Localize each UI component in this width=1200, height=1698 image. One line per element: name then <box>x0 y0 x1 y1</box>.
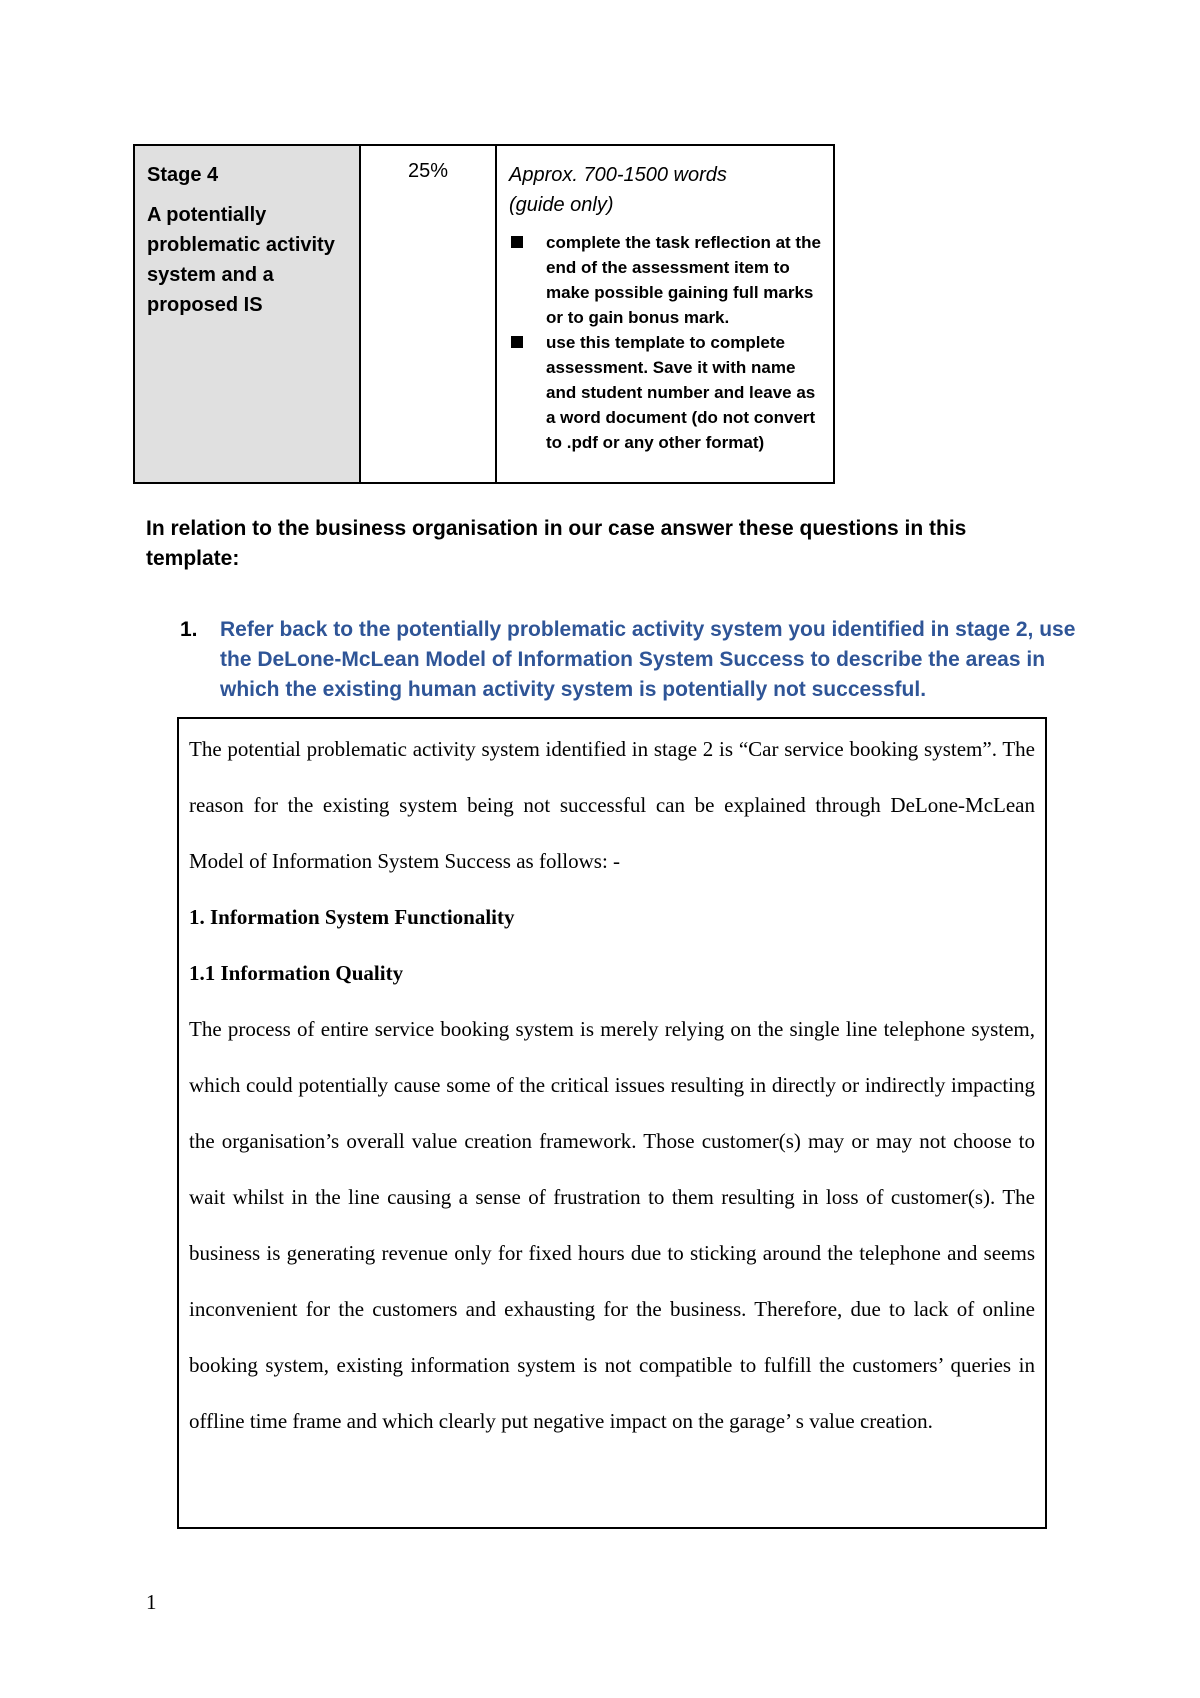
question-number: 1. <box>180 618 198 641</box>
list-item <box>509 330 821 455</box>
guidance-cell <box>496 145 834 483</box>
guidance-list <box>509 230 821 455</box>
answer-heading-functionality: 1. Information System Functionality <box>189 905 515 929</box>
question-text: Refer back to the potentially problematic activity system you identified in stage 2, use the DeLone-McLean Model of Information System Success to describe the areas in which the existing human activity system is potentially not successful. <box>220 618 1076 701</box>
assessment-row <box>134 145 834 483</box>
page-number: 1 <box>146 1590 157 1614</box>
stage-cell <box>134 145 360 483</box>
answer-heading-information-quality: 1.1 Information Quality <box>189 961 404 985</box>
stage-label: Stage 4 <box>147 164 219 186</box>
word-count: Approx. 700-1500 words <box>509 164 727 186</box>
list-item-text: complete the task reflection at the end of the assessment item to make possible gaining full marks or to gain bonus mark. <box>546 233 821 327</box>
word-count-note: (guide only) <box>509 194 614 216</box>
square-bullet-icon <box>511 236 523 248</box>
answer-paragraph-2: The process of entire service booking system is merely relying on the single line telephone system, which could potentially cause some of the critical issues resulting in directly or indirectly impacting the organisation’s overall value creation framework. Those customer(s) may or may not choose to wait whilst in the line causing a sense of frustration to them resulting in loss of customer(s). The business is generating revenue only for fixed hours due to sticking around the telephone and seems inconvenient for the customers and exhausting for the business. Therefore, due to lack of online booking system, existing information system is not compatible to fulfill the customers’ queries in offline time frame and which clearly put negative impact on the garage’ s value creation. <box>189 1017 1035 1433</box>
square-bullet-icon <box>511 336 523 348</box>
list-item-text: use this template to complete assessment. Save it with name and student number and leave as a word document (do not convert to .pdf or any other format) <box>546 333 816 452</box>
question-1 <box>180 615 1110 705</box>
stage-title: A potentially problematic activity system and a proposed IS <box>147 204 335 316</box>
answer-box <box>177 717 1047 1529</box>
weight-value: 25% <box>407 160 449 182</box>
answer-paragraph-1: The potential problematic activity system identified in stage 2 is “Car service booking system”. The reason for the existing system being not successful can be explained through DeLone-McLean Model of Information System Success as follows: - <box>189 737 1035 873</box>
intro-text: In relation to the business organisation in our case answer these questions in this template: <box>146 517 967 570</box>
assessment-table <box>133 144 835 484</box>
list-item <box>509 230 821 330</box>
weight-cell <box>360 145 496 483</box>
